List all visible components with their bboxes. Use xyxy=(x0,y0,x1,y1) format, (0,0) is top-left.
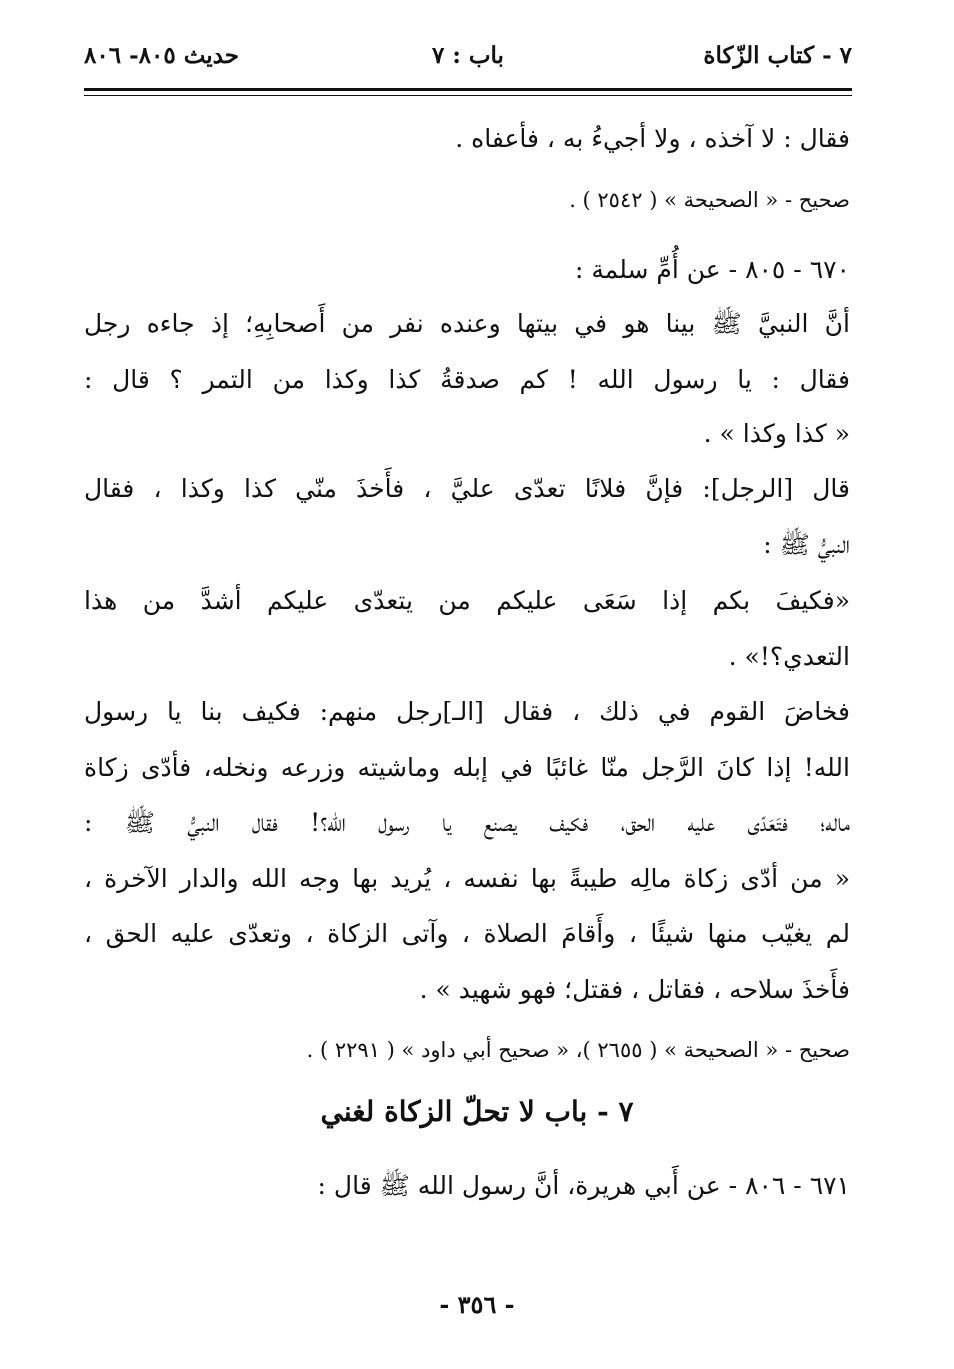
grading-line: صحيح - « الصحيحة » ( ٢٦٥٥ )، « صحيح أبي داود » ( ٢٢٩١ ) . xyxy=(306,1038,850,1062)
text-line: فقال : لا آخذه ، ولا أجيءُ به ، فأعفاه . xyxy=(455,124,850,153)
text-line: أنَّ النبيَّ ﷺ بينا هو في بيتها وعنده نفر من أَصحابِهِ؛ إذ جاءه رجل xyxy=(84,309,850,338)
text-line: فقال : يا رسول الله ! كم صدقةُ كذا وكذا من التمر ؟ قال : xyxy=(84,365,850,394)
header-rule-thick xyxy=(84,88,852,91)
text-line: « كذا وكذا » . xyxy=(703,419,850,448)
text-line: قال [الرجل]: فإنَّ فلانًا تعدّى عليَّ ، فأَخذَ منّي كذا وكذا ، فقال xyxy=(84,474,850,503)
text-line: لم يغيّب منها شيئًا ، وأَقامَ الصلاة ، وآتى الزكاة ، وتعدّى عليه الحق ، xyxy=(84,919,850,948)
hadith-range: حديث ٨٠٥- ٨٠٦ xyxy=(84,42,239,69)
text-line: فأَخذَ سلاحه ، فقاتل ، فقتل؛ فهو شهيد » . xyxy=(419,975,850,1004)
header-rule-thin xyxy=(84,95,852,96)
text-line: التعدي؟!» . xyxy=(728,642,850,671)
text-line: الله! إذا كانَ الرَّجل منّا غائبًا في إبله وماشيته وزرعه ونخله، فأدّى زكاة xyxy=(84,753,850,782)
section-label: باب : ٧ xyxy=(432,42,504,69)
hadith-number-line: ٦٧١ - ٨٠٦ - عن أَبي هريرة، أنَّ رسول الله ﷺ قال : xyxy=(317,1171,850,1200)
running-header xyxy=(84,38,852,78)
text-line: « من أدّى زكاة مالِه طيبةً بها نفسه ، يُريد بها وجه الله والدار الآخرة ، xyxy=(84,864,850,893)
section-heading: ٧ - باب لا تحلّ الزكاة لغني xyxy=(320,1095,634,1128)
chapter-title: ٧ - كتاب الزّكاة xyxy=(703,42,852,69)
text-line: ماله؛ فتَعَدّى عليه الحق، فكيف يصنع يا رسول الله؟! فقال النبيُّ ﷺ : xyxy=(84,808,850,837)
text-line: «فكيفَ بكم إذا سَعَى عليكم من يتعدّى عليكم أشدَّ من هذا xyxy=(84,586,850,615)
text-line: فخاضَ القوم في ذلك ، فقال [الـ]رجل منهم: فكيف بنا يا رسول xyxy=(84,697,850,726)
text-line: النبيُّ ﷺ : xyxy=(763,530,850,559)
grading-line: صحيح - « الصحيحة » ( ٢٥٤٢ ) . xyxy=(569,188,850,212)
page-number: - ٣٥٦ - xyxy=(439,1290,515,1319)
hadith-number-line: ٦٧٠ - ٨٠٥ - عن أُمِّ سلمة : xyxy=(575,255,850,284)
